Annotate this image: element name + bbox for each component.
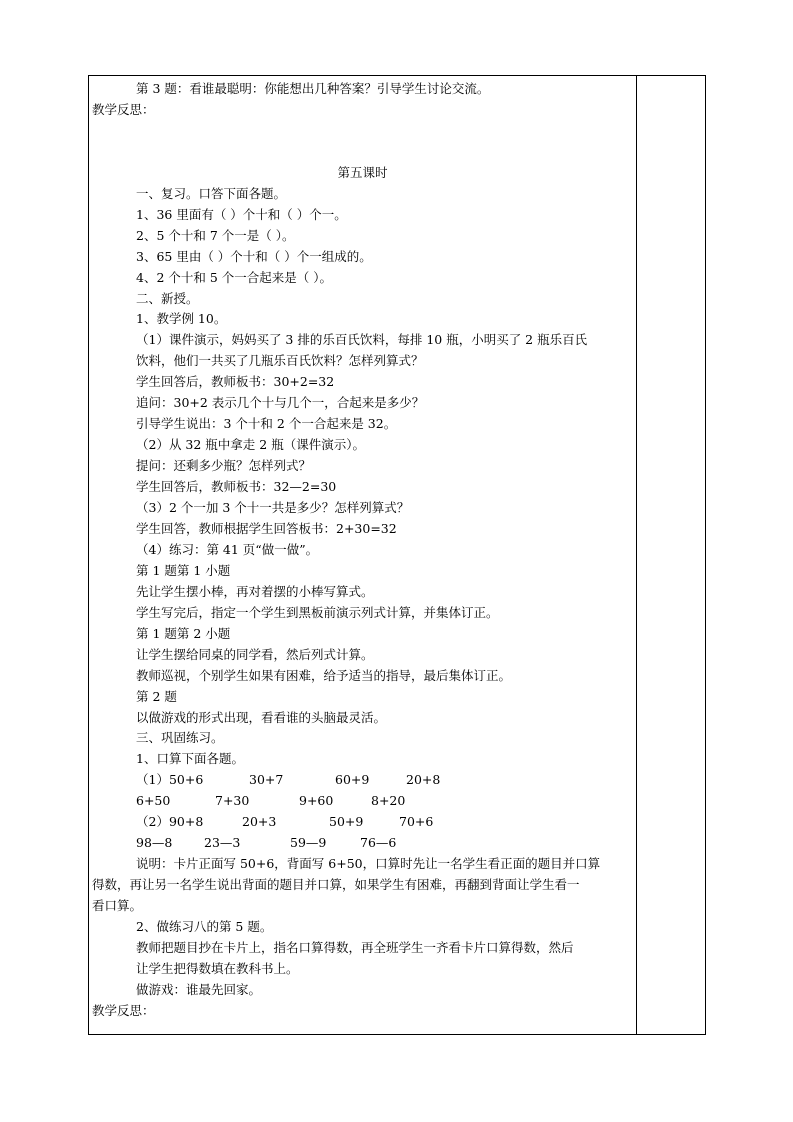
board-note-3: 学生回答，教师根据学生回答板书：2+30=32 xyxy=(136,521,397,536)
calc-row-4-item-1: 98—8 xyxy=(136,835,173,850)
new-lesson-heading: 二、新授。 xyxy=(136,291,199,306)
calc-row-2-item-2: 7+30 xyxy=(215,793,250,808)
explanation-line-2: 得数，再让另一名学生说出背面的题目并口算，如果学生有困难，再翻到背面让学生看一 xyxy=(92,877,580,892)
exercise-1-1-title: 第 1 题第 1 小题 xyxy=(136,563,231,578)
calc-row-1-item-1: （1）50+6 xyxy=(136,772,204,787)
exercise-1-2-line-2: 教师巡视，个别学生如果有困难，给予适当的指导，最后集体订正。 xyxy=(136,668,512,683)
calc-row-1-item-2: 30+7 xyxy=(249,772,284,787)
exercise-8-line-1: 教师把题目抄在卡片上，指名口算得数，再全班学生一齐看卡片口算得数，然后 xyxy=(136,940,574,955)
practice-heading: 三、巩固练习。 xyxy=(136,730,224,745)
board-note-1: 学生回答后，教师板书：30+2=32 xyxy=(136,374,335,389)
review-item-2: 2、5 个十和 7 个一是（ ）。 xyxy=(136,228,295,243)
review-item-1: 1、36 里面有（ ）个十和（ ）个一。 xyxy=(136,207,347,222)
calc-row-3-item-2: 20+3 xyxy=(242,814,277,829)
review-heading: 一、复习。口答下面各题。 xyxy=(136,186,287,201)
game-line: 做游戏：谁最先回家。 xyxy=(136,982,262,997)
example-part-3: （3）2 个一加 3 个十一共是多少？怎样列算式？ xyxy=(136,500,410,515)
calc-row-2-item-1: 6+50 xyxy=(136,793,171,808)
calc-row-4-item-4: 76—6 xyxy=(360,835,397,850)
example-part-1-line-1: （1）课件演示，妈妈买了 3 排的乐百氏饮料，每排 10 瓶，小明买了 2 瓶乐百氏 xyxy=(136,332,588,347)
example-part-4: （4）练习：第 41 页“做一做”。 xyxy=(136,542,319,557)
oral-calc-title: 1、口算下面各题。 xyxy=(136,751,244,766)
example-part-1-line-2: 饮料，他们一共买了几瓶乐百氏饮料？怎样列算式？ xyxy=(136,353,424,368)
exercise-1-2-title: 第 1 题第 2 小题 xyxy=(136,626,231,641)
calc-row-3-item-4: 70+6 xyxy=(399,814,434,829)
exercise-2-title: 第 2 题 xyxy=(136,689,177,704)
calc-row-2-item-3: 9+60 xyxy=(299,793,334,808)
explanation-line-3: 看口算。 xyxy=(92,898,143,913)
exercise-3-note: 第 3 题：看谁最聪明：你能想出几种答案？引导学生讨论交流。 xyxy=(136,81,490,96)
board-note-2: 学生回答后，教师板书：32—2=30 xyxy=(136,479,337,494)
calc-row-1-item-3: 60+9 xyxy=(335,772,370,787)
bottom-reflection-label: 教学反思： xyxy=(92,1003,155,1018)
calc-row-2-item-4: 8+20 xyxy=(371,793,406,808)
exercise-8-title: 2、做练习八的第 5 题。 xyxy=(136,919,273,934)
question-2: 提问：还剩多少瓶？怎样列式？ xyxy=(136,458,312,473)
calc-row-3-item-1: （2）90+8 xyxy=(136,814,204,829)
review-item-4: 4、2 个十和 5 个一合起来是（ ）。 xyxy=(136,270,333,285)
calc-row-4-item-2: 23—3 xyxy=(204,835,241,850)
exercise-8-line-2: 让学生把得数填在教科书上。 xyxy=(136,961,299,976)
exercise-1-1-line-1: 先让学生摆小棒，再对着摆的小棒写算式。 xyxy=(136,584,374,599)
guide-answer: 引导学生说出：3 个十和 2 个一合起来是 32。 xyxy=(136,416,397,431)
lesson-plan-table xyxy=(88,75,706,1035)
lesson-title: 第五课时 xyxy=(337,165,388,180)
exercise-2-line: 以做游戏的形式出现，看看谁的头脑最灵活。 xyxy=(136,710,387,725)
table-column-divider xyxy=(636,76,637,1034)
follow-up-question: 追问：30+2 表示几个十与几个一，合起来是多少？ xyxy=(136,395,425,410)
calc-row-3-item-3: 50+9 xyxy=(329,814,364,829)
exercise-1-2-line-1: 让学生摆给同桌的同学看，然后列式计算。 xyxy=(136,647,374,662)
example-10-title: 1、教学例 10。 xyxy=(136,311,227,326)
calc-row-1-item-4: 20+8 xyxy=(406,772,441,787)
explanation-line-1: 说明：卡片正面写 50+6，背面写 6+50，口算时先让一名学生看正面的题目并口算 xyxy=(136,856,601,871)
teaching-reflection-label: 教学反思： xyxy=(92,102,155,117)
example-part-2: （2）从 32 瓶中拿走 2 瓶（课件演示）。 xyxy=(136,437,365,452)
calc-row-4-item-3: 59—9 xyxy=(290,835,327,850)
exercise-1-1-line-2: 学生写完后，指定一个学生到黑板前演示列式计算，并集体订正。 xyxy=(136,605,499,620)
review-item-3: 3、65 里由（ ）个十和（ ）个一组成的。 xyxy=(136,249,372,264)
